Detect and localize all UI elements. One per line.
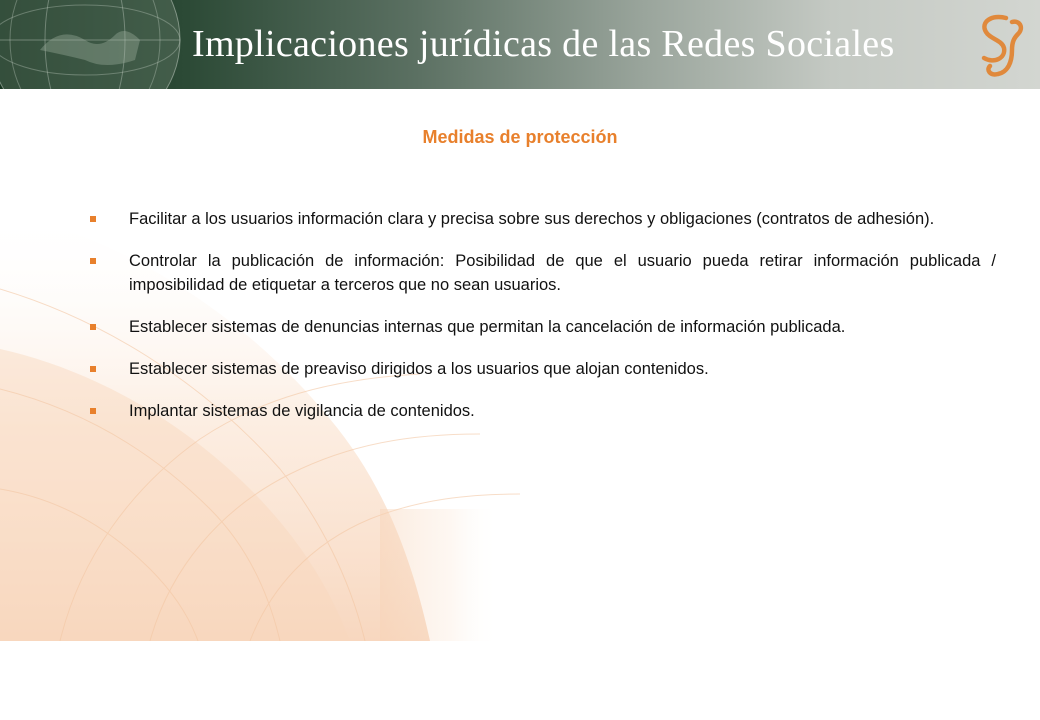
list-item-text: Implantar sistemas de vigilancia de contenidos. <box>129 402 475 420</box>
square-bullet-icon <box>90 366 96 372</box>
globe-icon <box>0 0 200 89</box>
square-bullet-icon <box>90 258 96 264</box>
list-item <box>88 399 996 423</box>
list-item <box>88 207 996 231</box>
sg-monogram-logo-icon <box>968 12 1030 78</box>
list-item <box>88 249 996 297</box>
list-item-text: Facilitar a los usuarios información clara y precisa sobre sus derechos y obligaciones (contratos de adhesión). <box>129 210 935 228</box>
header-banner <box>0 0 1040 89</box>
square-bullet-icon <box>90 324 96 330</box>
section-heading: Medidas de protección <box>422 127 618 147</box>
list-item <box>88 357 996 381</box>
square-bullet-icon <box>90 408 96 414</box>
square-bullet-icon <box>90 216 96 222</box>
list-item <box>88 315 996 339</box>
list-item-text: Controlar la publicación de información: Posibilidad de que el usuario pueda retirar información publicada / imposibilidad de etiquetar a terceros que no sean usuarios. <box>129 252 996 294</box>
page-title: Implicaciones jurídicas de las Redes Sociales <box>192 23 895 65</box>
list-item-text: Establecer sistemas de denuncias internas que permitan la cancelación de información publicada. <box>129 318 846 336</box>
list-item-text: Establecer sistemas de preaviso dirigidos a los usuarios que alojan contenidos. <box>129 360 709 378</box>
bullet-list <box>88 207 996 441</box>
